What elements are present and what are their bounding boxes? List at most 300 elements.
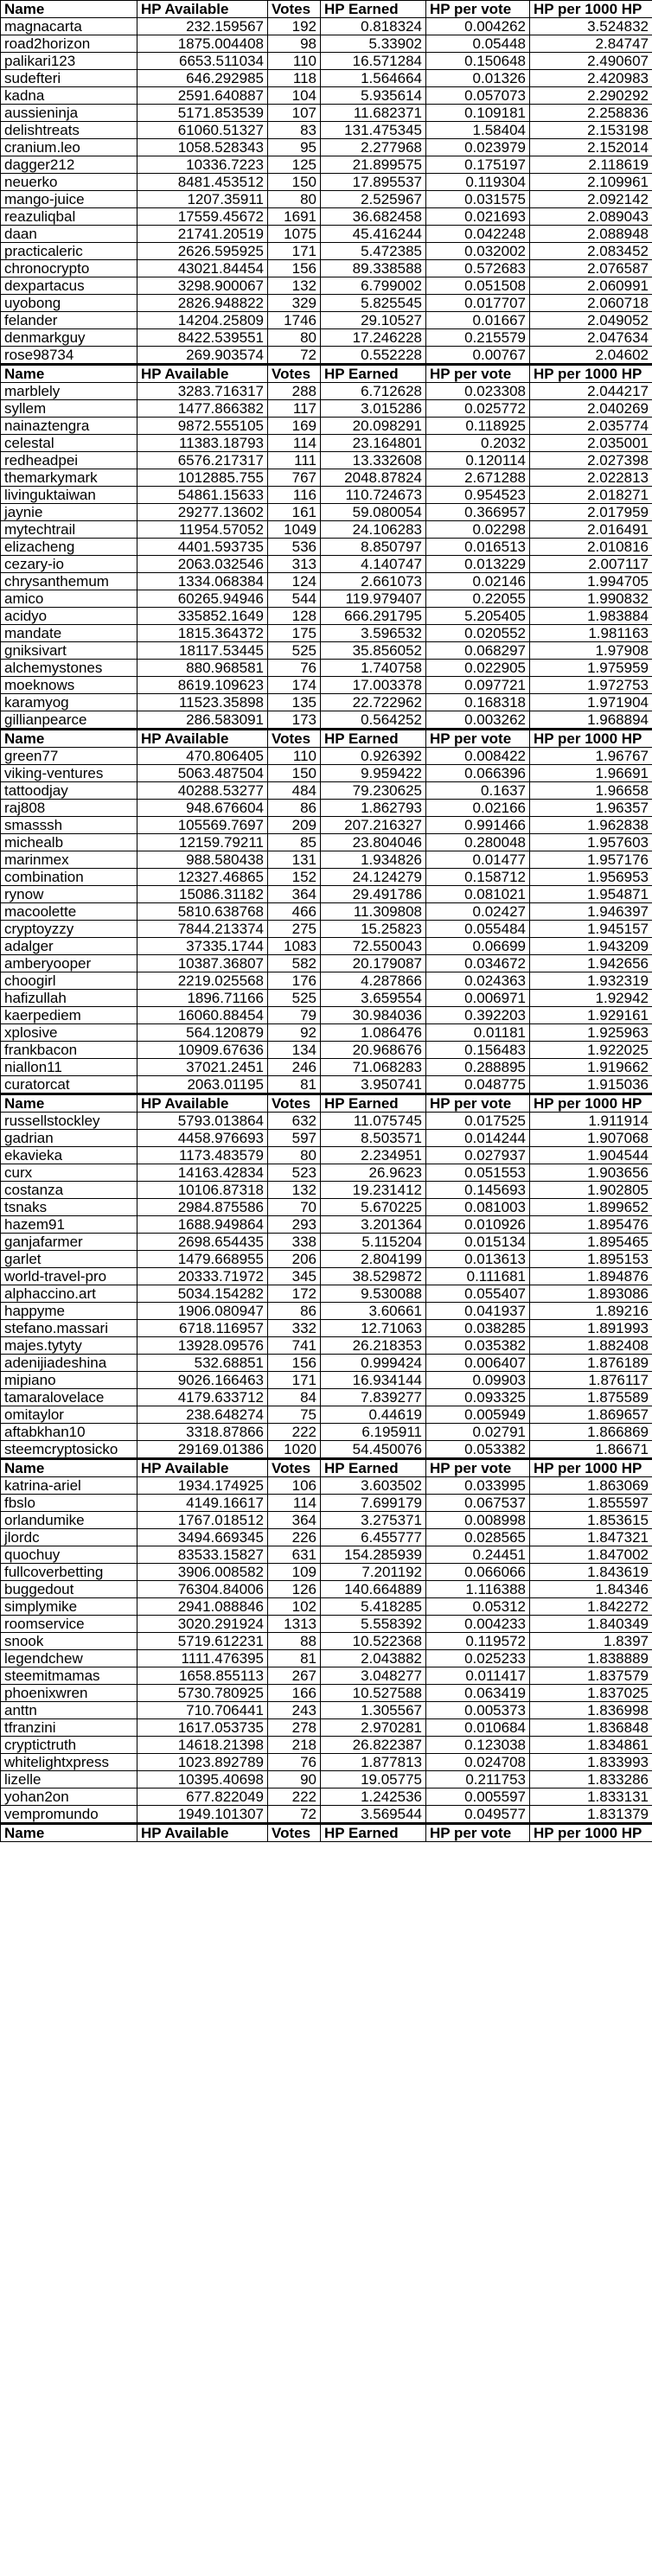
- cell-hp-earned: 2.661073: [321, 573, 426, 590]
- cell-hp-available: 2826.948822: [137, 295, 268, 312]
- cell-hp-per-1000: 1.893086: [530, 1285, 652, 1303]
- cell-votes: 275: [268, 921, 321, 938]
- cell-hp-per-1000: 1.838889: [530, 1650, 652, 1667]
- table-row: [1, 70, 652, 87]
- cell-hp-available: 4401.593735: [137, 539, 268, 556]
- cell-hp-per-1000: 2.027398: [530, 452, 652, 469]
- cell-hp-available: 470.806405: [137, 748, 268, 765]
- cell-hp-available: 3283.716317: [137, 383, 268, 400]
- cell-hp-earned: 3.603502: [321, 1477, 426, 1495]
- cell-hp-earned: 1.564664: [321, 70, 426, 87]
- cell-hp-per-1000: 2.420983: [530, 70, 652, 87]
- column-header-name: Name: [1, 1, 137, 18]
- cell-name: frankbacon: [1, 1042, 137, 1059]
- cell-name: nainaztengra: [1, 418, 137, 435]
- cell-votes: 81: [268, 1650, 321, 1667]
- cell-votes: 226: [268, 1529, 321, 1546]
- cell-hp-available: 3020.291924: [137, 1616, 268, 1633]
- table-row: [1, 1667, 652, 1685]
- cell-hp-per-1000: 1.925963: [530, 1024, 652, 1042]
- cell-hp-per-1000: 1.929161: [530, 1007, 652, 1024]
- cell-hp-per-1000: 1.962838: [530, 817, 652, 834]
- cell-hp-available: 5793.013864: [137, 1113, 268, 1130]
- cell-hp-available: 1058.528343: [137, 139, 268, 156]
- cell-name: simplymike: [1, 1598, 137, 1616]
- table-row: [1, 329, 652, 347]
- cell-hp-per-1000: 1.945157: [530, 921, 652, 938]
- cell-name: chrysanthemum: [1, 573, 137, 590]
- cell-hp-per-vote: 0.01181: [426, 1024, 530, 1042]
- cell-hp-per-vote: 0.024363: [426, 972, 530, 990]
- cell-hp-per-vote: 0.00767: [426, 347, 530, 365]
- cell-hp-available: 9872.555105: [137, 418, 268, 435]
- cell-hp-per-vote: 0.068297: [426, 642, 530, 660]
- cell-name: orlandumike: [1, 1512, 137, 1529]
- cell-hp-per-1000: 1.833993: [530, 1754, 652, 1771]
- cell-hp-per-vote: 0.02298: [426, 521, 530, 539]
- cell-votes: 72: [268, 1806, 321, 1824]
- cell-hp-per-vote: 0.123038: [426, 1737, 530, 1754]
- cell-hp-per-1000: 1.990832: [530, 590, 652, 608]
- cell-hp-per-1000: 2.035001: [530, 435, 652, 452]
- cell-hp-per-vote: 0.097721: [426, 677, 530, 694]
- table-row: [1, 539, 652, 556]
- cell-name: tsnaks: [1, 1199, 137, 1216]
- cell-hp-available: 8481.453512: [137, 174, 268, 191]
- cell-votes: 125: [268, 156, 321, 174]
- cell-hp-earned: 6.195911: [321, 1424, 426, 1441]
- cell-hp-per-1000: 1.834861: [530, 1737, 652, 1754]
- cell-hp-available: 16060.88454: [137, 1007, 268, 1024]
- cell-name: curatorcat: [1, 1076, 137, 1094]
- cell-hp-per-vote: 0.215579: [426, 329, 530, 347]
- cell-hp-earned: 1.740758: [321, 660, 426, 677]
- cell-hp-per-1000: 1.954871: [530, 886, 652, 903]
- cell-votes: 1075: [268, 226, 321, 243]
- cell-hp-earned: 1.934826: [321, 851, 426, 869]
- cell-hp-per-vote: 0.066396: [426, 765, 530, 782]
- cell-hp-earned: 0.999424: [321, 1355, 426, 1372]
- cell-hp-per-1000: 2.018271: [530, 487, 652, 504]
- cell-hp-earned: 9.959422: [321, 765, 426, 782]
- cell-hp-per-vote: 0.158712: [426, 869, 530, 886]
- cell-hp-per-1000: 2.84747: [530, 35, 652, 53]
- cell-hp-per-1000: 2.089043: [530, 208, 652, 226]
- table-row: [1, 642, 652, 660]
- cell-name: mytechtrail: [1, 521, 137, 539]
- table-row: [1, 1702, 652, 1719]
- cell-hp-available: 1617.053735: [137, 1719, 268, 1737]
- cell-hp-per-vote: 0.049577: [426, 1806, 530, 1824]
- cell-hp-earned: 35.856052: [321, 642, 426, 660]
- cell-hp-available: 646.292985: [137, 70, 268, 87]
- cell-hp-per-1000: 1.968894: [530, 711, 652, 730]
- cell-name: curx: [1, 1164, 137, 1182]
- cell-hp-earned: 71.068283: [321, 1059, 426, 1076]
- cell-name: elizacheng: [1, 539, 137, 556]
- table-row: [1, 277, 652, 295]
- cell-hp-per-1000: 1.876117: [530, 1372, 652, 1389]
- cell-hp-per-1000: 2.049052: [530, 312, 652, 329]
- cell-name: syllem: [1, 400, 137, 418]
- cell-hp-per-1000: 1.899652: [530, 1199, 652, 1216]
- cell-hp-per-vote: 0.017707: [426, 295, 530, 312]
- cell-hp-per-vote: 0.032002: [426, 243, 530, 260]
- table-row: [1, 556, 652, 573]
- cell-votes: 631: [268, 1546, 321, 1564]
- cell-hp-earned: 11.682371: [321, 105, 426, 122]
- table-row: [1, 955, 652, 972]
- table-row: [1, 1424, 652, 1441]
- cell-hp-per-vote: 0.023979: [426, 139, 530, 156]
- cell-hp-per-vote: 0.067537: [426, 1495, 530, 1512]
- cell-votes: 206: [268, 1251, 321, 1268]
- cell-hp-available: 4149.16617: [137, 1495, 268, 1512]
- table-row: [1, 226, 652, 243]
- cell-name: aussieninja: [1, 105, 137, 122]
- cell-votes: 128: [268, 608, 321, 625]
- cell-name: combination: [1, 869, 137, 886]
- cell-votes: 72: [268, 347, 321, 365]
- cell-votes: 131: [268, 851, 321, 869]
- cell-name: xplosive: [1, 1024, 137, 1042]
- cell-hp-per-1000: 1.895476: [530, 1216, 652, 1234]
- cell-hp-per-1000: 1.869657: [530, 1406, 652, 1424]
- cell-votes: 484: [268, 782, 321, 800]
- cell-hp-earned: 24.124279: [321, 869, 426, 886]
- cell-hp-per-vote: 0.119572: [426, 1633, 530, 1650]
- cell-votes: 243: [268, 1702, 321, 1719]
- cell-hp-per-1000: 1.919662: [530, 1059, 652, 1076]
- cell-hp-earned: 110.724673: [321, 487, 426, 504]
- cell-hp-per-1000: 2.083452: [530, 243, 652, 260]
- cell-hp-per-vote: 0.017525: [426, 1113, 530, 1130]
- table-row: [1, 1007, 652, 1024]
- table-row: [1, 782, 652, 800]
- cell-hp-available: 60265.94946: [137, 590, 268, 608]
- table-row: [1, 156, 652, 174]
- cell-hp-available: 43021.84454: [137, 260, 268, 277]
- cell-votes: 134: [268, 1042, 321, 1059]
- cell-votes: 364: [268, 1512, 321, 1529]
- table-row: [1, 1616, 652, 1633]
- cell-name: rose98734: [1, 347, 137, 365]
- table-row: [1, 817, 652, 834]
- cell-hp-earned: 3.659554: [321, 990, 426, 1007]
- cell-name: yohan2on: [1, 1789, 137, 1806]
- cell-name: moeknows: [1, 677, 137, 694]
- cell-hp-available: 710.706441: [137, 1702, 268, 1719]
- cell-votes: 70: [268, 1199, 321, 1216]
- column-header-hp-available: HP Available: [137, 1094, 268, 1113]
- cell-hp-per-1000: 1.96691: [530, 765, 652, 782]
- cell-hp-earned: 38.529872: [321, 1268, 426, 1285]
- cell-votes: 338: [268, 1234, 321, 1251]
- cell-hp-per-vote: 0.020552: [426, 625, 530, 642]
- cell-hp-per-1000: 2.04602: [530, 347, 652, 365]
- cell-hp-earned: 22.722962: [321, 694, 426, 711]
- cell-hp-available: 335852.1649: [137, 608, 268, 625]
- cell-votes: 192: [268, 18, 321, 35]
- cell-hp-earned: 5.472385: [321, 243, 426, 260]
- cell-hp-per-vote: 0.025772: [426, 400, 530, 418]
- cell-hp-available: 1767.018512: [137, 1512, 268, 1529]
- cell-hp-per-vote: 0.392203: [426, 1007, 530, 1024]
- cell-hp-per-vote: 0.366957: [426, 504, 530, 521]
- cell-hp-available: 3298.900067: [137, 277, 268, 295]
- cell-hp-per-vote: 0.034672: [426, 955, 530, 972]
- cell-hp-earned: 5.670225: [321, 1199, 426, 1216]
- table-row: [1, 748, 652, 765]
- cell-hp-available: 11383.18793: [137, 435, 268, 452]
- cell-name: gniksivart: [1, 642, 137, 660]
- cell-hp-per-1000: 3.524832: [530, 18, 652, 35]
- table-row: [1, 660, 652, 677]
- cell-hp-earned: 3.201364: [321, 1216, 426, 1234]
- cell-name: choogirl: [1, 972, 137, 990]
- cell-votes: 246: [268, 1059, 321, 1076]
- cell-hp-per-1000: 1.855597: [530, 1495, 652, 1512]
- cell-hp-earned: 6.455777: [321, 1529, 426, 1546]
- cell-hp-earned: 16.934144: [321, 1372, 426, 1389]
- cell-hp-per-1000: 2.152014: [530, 139, 652, 156]
- cell-hp-earned: 1.242536: [321, 1789, 426, 1806]
- cell-hp-per-vote: 0.111681: [426, 1268, 530, 1285]
- cell-hp-earned: 5.418285: [321, 1598, 426, 1616]
- table-row: [1, 53, 652, 70]
- cell-votes: 1313: [268, 1616, 321, 1633]
- cell-hp-earned: 131.475345: [321, 122, 426, 139]
- cell-hp-per-1000: 1.97908: [530, 642, 652, 660]
- cell-votes: 156: [268, 260, 321, 277]
- cell-votes: 525: [268, 990, 321, 1007]
- cell-hp-per-vote: 0.035382: [426, 1337, 530, 1355]
- cell-hp-available: 1896.71166: [137, 990, 268, 1007]
- header-row: [1, 730, 652, 748]
- cell-votes: 174: [268, 677, 321, 694]
- cell-hp-per-1000: 1.903656: [530, 1164, 652, 1182]
- cell-name: happyme: [1, 1303, 137, 1320]
- header-row: [1, 1, 652, 18]
- column-header-votes: Votes: [268, 365, 321, 383]
- table-row: [1, 1685, 652, 1702]
- cell-hp-earned: 3.569544: [321, 1806, 426, 1824]
- cell-hp-earned: 26.218353: [321, 1337, 426, 1355]
- cell-hp-per-vote: 0.051508: [426, 277, 530, 295]
- cell-hp-per-vote: 0.024708: [426, 1754, 530, 1771]
- cell-votes: 1746: [268, 312, 321, 329]
- cell-name: anttn: [1, 1702, 137, 1719]
- cell-name: legendchew: [1, 1650, 137, 1667]
- cell-name: chronocrypto: [1, 260, 137, 277]
- cell-name: kaerpediem: [1, 1007, 137, 1024]
- cell-hp-per-vote: 0.021693: [426, 208, 530, 226]
- cell-votes: 218: [268, 1737, 321, 1754]
- table-row: [1, 990, 652, 1007]
- cell-votes: 278: [268, 1719, 321, 1737]
- cell-votes: 209: [268, 817, 321, 834]
- table-row: [1, 1130, 652, 1147]
- cell-hp-per-vote: 0.119304: [426, 174, 530, 191]
- cell-votes: 171: [268, 1372, 321, 1389]
- cell-hp-available: 1479.668955: [137, 1251, 268, 1268]
- table-row: [1, 191, 652, 208]
- cell-votes: 1691: [268, 208, 321, 226]
- cell-hp-available: 5171.853539: [137, 105, 268, 122]
- cell-hp-per-vote: 0.081021: [426, 886, 530, 903]
- cell-hp-per-1000: 1.837025: [530, 1685, 652, 1702]
- cell-votes: 86: [268, 1303, 321, 1320]
- cell-hp-per-1000: 1.891993: [530, 1320, 652, 1337]
- cell-hp-per-1000: 1.983884: [530, 608, 652, 625]
- cell-hp-available: 238.648274: [137, 1406, 268, 1424]
- cell-hp-per-vote: 0.05448: [426, 35, 530, 53]
- cell-hp-available: 61060.51327: [137, 122, 268, 139]
- cell-name: magnacarta: [1, 18, 137, 35]
- cell-hp-per-1000: 1.994705: [530, 573, 652, 590]
- cell-name: viking-ventures: [1, 765, 137, 782]
- cell-hp-available: 18117.53445: [137, 642, 268, 660]
- cell-hp-per-1000: 2.060991: [530, 277, 652, 295]
- cell-hp-available: 1934.174925: [137, 1477, 268, 1495]
- cell-hp-available: 8422.539551: [137, 329, 268, 347]
- cell-hp-available: 2626.595925: [137, 243, 268, 260]
- cell-hp-per-vote: 0.048775: [426, 1076, 530, 1094]
- cell-name: felander: [1, 312, 137, 329]
- cell-name: russellstockley: [1, 1113, 137, 1130]
- table-row: [1, 1512, 652, 1529]
- cell-name: stefano.massari: [1, 1320, 137, 1337]
- cell-hp-per-1000: 1.84346: [530, 1581, 652, 1598]
- cell-hp-per-1000: 1.911914: [530, 1113, 652, 1130]
- column-header-votes: Votes: [268, 1824, 321, 1842]
- cell-hp-available: 6718.116957: [137, 1320, 268, 1337]
- cell-votes: 132: [268, 277, 321, 295]
- cell-hp-earned: 207.216327: [321, 817, 426, 834]
- cell-hp-available: 232.159567: [137, 18, 268, 35]
- column-header-hp-earned: HP Earned: [321, 1, 426, 18]
- cell-hp-per-1000: 1.907068: [530, 1130, 652, 1147]
- cell-votes: 76: [268, 1754, 321, 1771]
- cell-votes: 152: [268, 869, 321, 886]
- cell-hp-per-1000: 1.8397: [530, 1633, 652, 1650]
- cell-hp-earned: 2.043882: [321, 1650, 426, 1667]
- cell-hp-available: 1173.483579: [137, 1147, 268, 1164]
- table-row: [1, 1042, 652, 1059]
- cell-hp-earned: 20.098291: [321, 418, 426, 435]
- cell-hp-per-vote: 0.004233: [426, 1616, 530, 1633]
- cell-name: cryptictruth: [1, 1737, 137, 1754]
- cell-hp-earned: 36.682458: [321, 208, 426, 226]
- cell-name: alphaccino.art: [1, 1285, 137, 1303]
- cell-hp-earned: 7.699179: [321, 1495, 426, 1512]
- cell-hp-available: 40288.53277: [137, 782, 268, 800]
- cell-hp-available: 14618.21398: [137, 1737, 268, 1754]
- table-row: [1, 1598, 652, 1616]
- cell-hp-earned: 59.080054: [321, 504, 426, 521]
- cell-votes: 597: [268, 1130, 321, 1147]
- cell-hp-per-vote: 0.016513: [426, 539, 530, 556]
- cell-name: marblely: [1, 383, 137, 400]
- cell-name: karamyog: [1, 694, 137, 711]
- cell-hp-per-vote: 0.041937: [426, 1303, 530, 1320]
- cell-hp-earned: 9.530088: [321, 1285, 426, 1303]
- cell-hp-per-vote: 0.053382: [426, 1441, 530, 1459]
- cell-hp-available: 1815.364372: [137, 625, 268, 642]
- cell-hp-available: 5730.780925: [137, 1685, 268, 1702]
- cell-hp-per-1000: 1.89216: [530, 1303, 652, 1320]
- table-row: [1, 938, 652, 955]
- cell-hp-available: 7844.213374: [137, 921, 268, 938]
- cell-hp-earned: 17.003378: [321, 677, 426, 694]
- cell-hp-per-vote: 0.156483: [426, 1042, 530, 1059]
- cell-hp-available: 37335.1744: [137, 938, 268, 955]
- cell-name: phoenixwren: [1, 1685, 137, 1702]
- cell-hp-earned: 54.450076: [321, 1441, 426, 1459]
- cell-name: themarkymark: [1, 469, 137, 487]
- cell-hp-earned: 30.984036: [321, 1007, 426, 1024]
- table-row: [1, 711, 652, 730]
- cell-hp-per-1000: 1.975959: [530, 660, 652, 677]
- cell-hp-earned: 29.491786: [321, 886, 426, 903]
- table-row: [1, 1546, 652, 1564]
- cell-votes: 345: [268, 1268, 321, 1285]
- column-header-name: Name: [1, 365, 137, 383]
- cell-votes: 582: [268, 955, 321, 972]
- cell-hp-available: 13928.09576: [137, 1337, 268, 1355]
- cell-hp-per-1000: 1.847002: [530, 1546, 652, 1564]
- cell-hp-per-vote: 0.057073: [426, 87, 530, 105]
- table-row: [1, 452, 652, 469]
- cell-votes: 90: [268, 1771, 321, 1789]
- table-row: [1, 139, 652, 156]
- cell-hp-per-1000: 2.490607: [530, 53, 652, 70]
- column-header-hp-earned: HP Earned: [321, 1459, 426, 1477]
- cell-hp-per-1000: 2.092142: [530, 191, 652, 208]
- cell-hp-per-1000: 1.972753: [530, 677, 652, 694]
- cell-name: ekavieka: [1, 1147, 137, 1164]
- table-row: [1, 869, 652, 886]
- cell-name: jaynie: [1, 504, 137, 521]
- table-row: [1, 1320, 652, 1337]
- cell-hp-available: 21741.20519: [137, 226, 268, 243]
- cell-hp-earned: 2.970281: [321, 1719, 426, 1737]
- cell-hp-earned: 21.899575: [321, 156, 426, 174]
- cell-hp-per-vote: 0.02427: [426, 903, 530, 921]
- cell-name: hazem91: [1, 1216, 137, 1234]
- cell-name: road2horizon: [1, 35, 137, 53]
- cell-hp-per-1000: 1.866869: [530, 1424, 652, 1441]
- cell-name: palikari123: [1, 53, 137, 70]
- column-header-hp-available: HP Available: [137, 1459, 268, 1477]
- cell-votes: 313: [268, 556, 321, 573]
- cell-hp-per-vote: 0.118925: [426, 418, 530, 435]
- cell-hp-per-1000: 1.956953: [530, 869, 652, 886]
- cell-hp-available: 286.583091: [137, 711, 268, 730]
- cell-hp-per-vote: 0.01667: [426, 312, 530, 329]
- cell-votes: 95: [268, 139, 321, 156]
- cell-hp-available: 14204.25809: [137, 312, 268, 329]
- cell-votes: 104: [268, 87, 321, 105]
- cell-hp-per-1000: 1.96658: [530, 782, 652, 800]
- cell-hp-available: 1111.476395: [137, 1650, 268, 1667]
- cell-votes: 114: [268, 1495, 321, 1512]
- cell-hp-per-vote: 0.081003: [426, 1199, 530, 1216]
- cell-votes: 111: [268, 452, 321, 469]
- cell-hp-per-vote: 5.205405: [426, 608, 530, 625]
- table-row: [1, 295, 652, 312]
- cell-votes: 767: [268, 469, 321, 487]
